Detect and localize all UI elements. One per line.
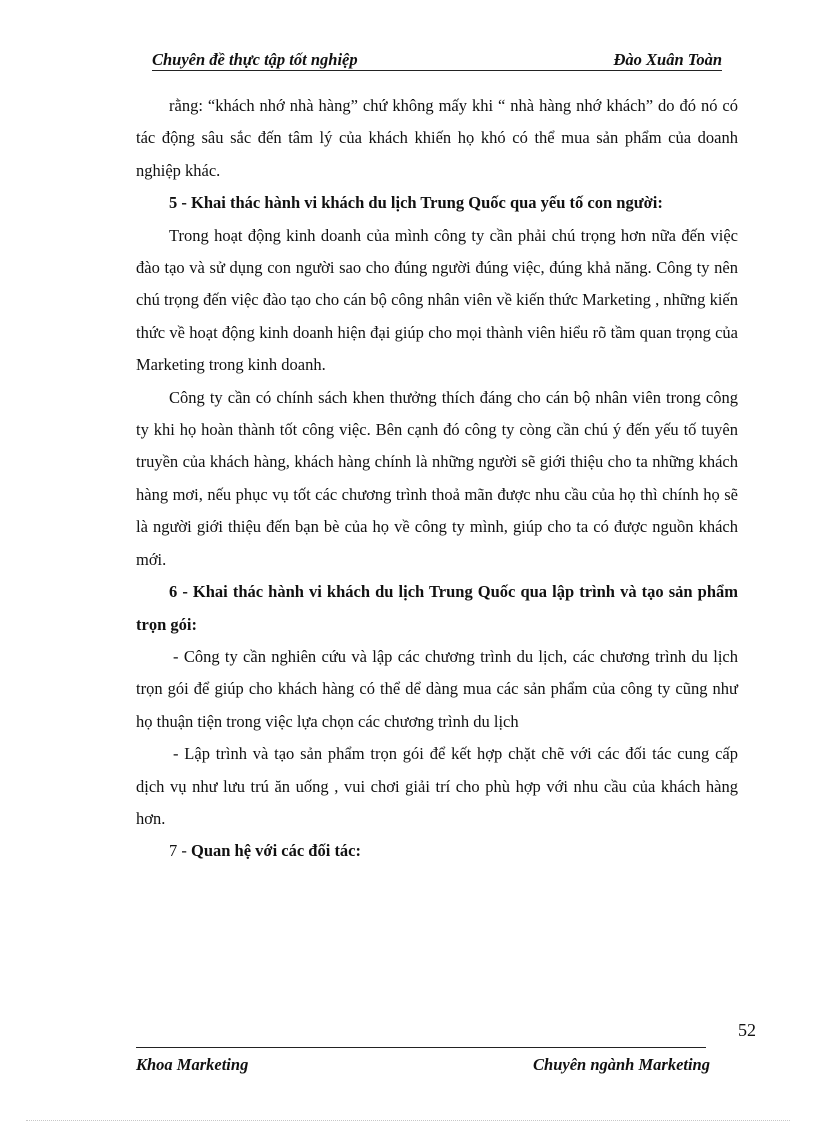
section-5-heading bbox=[136, 187, 738, 219]
document-body bbox=[136, 90, 738, 868]
footer-major: Chuyên ngành Marketing bbox=[533, 1055, 710, 1074]
page-number: 52 bbox=[738, 1020, 756, 1040]
bullet-research-programs: - Công ty cần nghiên cứu và lập các chương trình du lịch, các chương trình du lịch trọn gói để giúp cho khách hàng có thể dể dàng mua các sản phẩm của công ty cũng như họ thuận tiện trong việc lựa chọn các chương trình du lịch bbox=[136, 646, 738, 731]
bullet-package-products: - Lập trình và tạo sản phẩm trọn gói để kết hợp chặt chẽ với các đối tác cung cấp dịch vụ như lưu trú ăn uống , vui chơi giải trí cho phù hợp với nhu cầu của khách hàng hơn. bbox=[136, 744, 738, 828]
section-7-heading bbox=[136, 835, 738, 867]
header-document-title: Chuyên đề thực tập tốt nghiệp bbox=[152, 50, 358, 69]
page-footer bbox=[136, 1053, 710, 1077]
section-7-title: Quan hệ với các đối tác: bbox=[191, 841, 362, 861]
page-header bbox=[152, 48, 722, 71]
footer-faculty: Khoa Marketing bbox=[136, 1055, 249, 1074]
section-5-title: Khai thác hành vi khách du lịch Trung Quốc qua yếu tố con người: bbox=[191, 193, 663, 213]
paragraph-rewards: Công ty cần có chính sách khen thưởng thích đáng cho cán bộ nhân viên trong công ty khi họ hoàn thành tốt công việc. Bên cạnh đó công ty còng cần chú ý đến yếu tố tuyên truyền của khách hàng, khách hàng chính là những người sẽ giới thiệu cho ta những khách hàng mơi, nếu phục vụ tốt các chương trình thoả mãn được nhu cầu của họ thì chính họ sẽ là người giới thiệu đến bạn bè của họ về công ty mình, giúp cho ta có được nguồn khách mới. bbox=[136, 387, 738, 569]
header-author-name: Đào Xuân Toàn bbox=[613, 50, 722, 69]
section-7-number: 7 - bbox=[169, 841, 191, 861]
paragraph-continuation: rằng: “khách nhớ nhà hàng” chứ không mấy khi “ nhà hàng nhớ khách” do đó nó có tác động sâu sắc đến tâm lý của khách khiến họ khó có thể mua sản phẩm của doanh nghiệp khác. bbox=[136, 96, 738, 180]
section-5-number: 5 - bbox=[169, 193, 191, 213]
page-bottom-edge bbox=[26, 1120, 790, 1121]
footer-divider bbox=[136, 1047, 706, 1048]
section-6-heading: 6 - Khai thác hành vi khách du lịch Trung Quốc qua lập trình và tạo sản phẩm trọn gói: bbox=[136, 582, 738, 634]
paragraph-training: Trong hoạt động kinh doanh của mình công ty cần phải chú trọng hơn nữa đến việc đào tạo và sử dụng con người sao cho đúng người đúng việc, đúng khả năng. Công ty nên chú trọng đến việc đào tạo cho cán bộ công nhân viên về kiến thức Marketing , những kiến thức về hoạt động kinh doanh hiện đại giúp cho mọi thành viên hiểu rõ tầm quan trọng của Marketing trong kinh doanh. bbox=[136, 225, 738, 375]
